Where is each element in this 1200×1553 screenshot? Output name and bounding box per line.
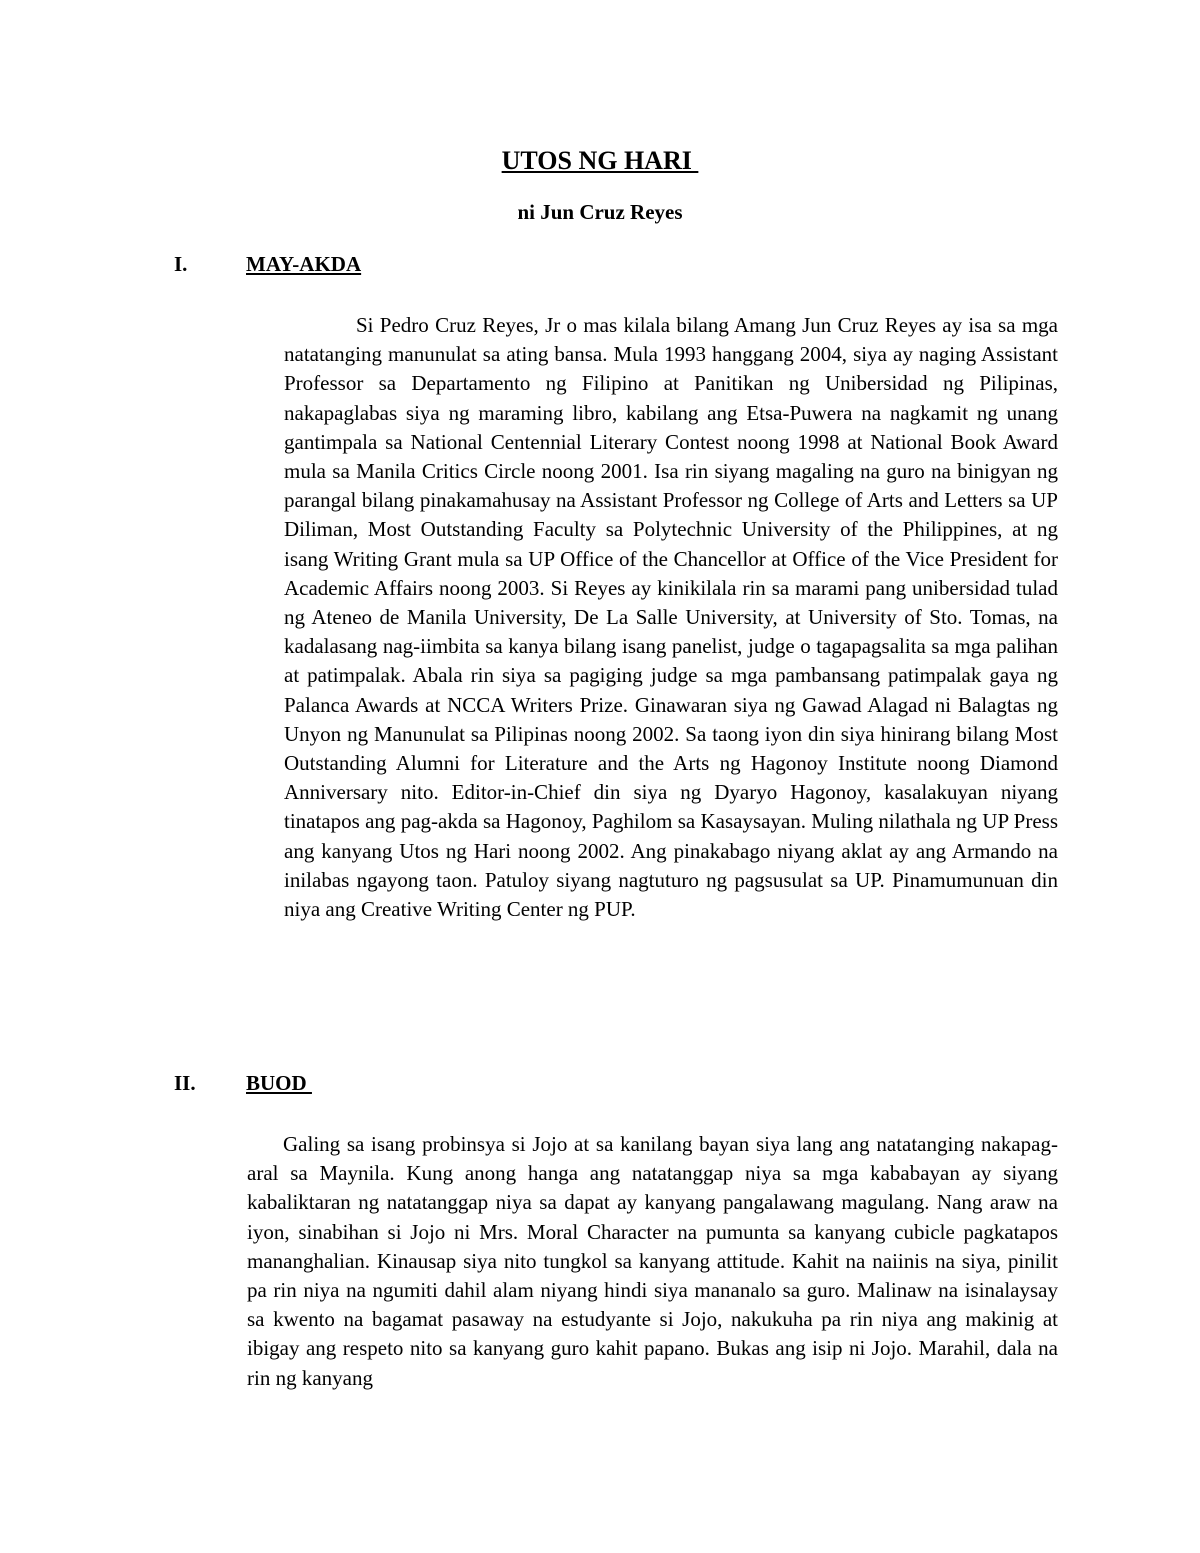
section-heading-may-akda — [174, 252, 361, 277]
section-title: MAY-AKDA — [246, 252, 362, 276]
section-number: II. — [174, 1071, 196, 1095]
section-number: I. — [174, 252, 188, 276]
section-paragraph-may-akda: Si Pedro Cruz Reyes, Jr o mas kilala bilang Amang Jun Cruz Reyes ay isa sa mga natatanging manunulat sa ating bansa. Mula 1993 hanggang 2004, siya ay naging Assistant Professor sa Departamento ng Filipino at Panitikan ng Unibersidad ng Pilipinas, nakapaglabas siya ng maraming libro, kabilang ang Etsa-Puwera na nagkamit ng unang gantimpala sa National Centennial Literary Contest noong 1998 at National Book Award mula sa Manila Critics Circle noong 2001. Isa rin siyang magaling na guro na binigyan ng parangal bilang pinakamahusay na Assistant Professor ng College of Arts and Letters sa UP Diliman, Most Outstanding Faculty sa Polytechnic University of the Philippines, at ng isang Writing Grant mula sa UP Office of the Chancellor at Office of the Vice President for Academic Affairs noong 2003. Si Reyes ay kinikilala rin sa marami pang unibersidad tulad ng Ateneo de Manila University, De La Salle University, at University of Sto. Tomas, na kadalasang nag-iimbita sa kanya bilang isang panelist, judge o tagapagsalita sa mga palihan at patimpalak. Abala rin siya sa pagiging judge sa mga pambansang patimpalak gaya ng Palanca Awards at NCCA Writers Prize. Ginawaran siya ng Gawad Alagad ni Balagtas ng Unyon ng Manunulat sa Pilipinas noong 2002. Sa taong iyon din siya hinirang bilang Most Outstanding Alumni for Literature and the Arts ng Hagonoy Institute noong Diamond Anniversary nito. Editor-in-Chief din siya ng Dyaryo Hagonoy, kasalakuyan niyang tinatapos ang pag-akda sa Hagonoy, Paghilom sa Kasaysayan. Muling nilathala ng UP Press ang kanyang Utos ng Hari noong 2002. Ang pinakabago niyang aklat ay ang Armando na inilabas ngayong taon. Patuloy siyang nagtuturo ng pagsusulat sa UP. Pinamumunuan din niya ang Creative Writing Center ng PUP. — [284, 313, 1058, 922]
section-paragraph-buod: Galing sa isang probinsya si Jojo at sa kanilang bayan siya lang ang natatanging nakapag-aral sa Maynila. Kung anong hanga ang natatanggap niya sa mga kababayan ay siyang kabaliktaran ng natatanggap niya sa dapat ay kanyang pangalawang magulang. Nang araw na iyon, sinabihan si Jojo ni Mrs. Moral Character na pumunta sa kanyang cubicle pagkatapos mananghalian. Kinausap siya nito tungkol sa kanyang attitude. Kahit na naiinis na siya, pinilit pa rin niya na ngumiti dahil alam niyang hindi siya mananalo sa guro. Malinaw na isinalaysay sa kwento na bagamat pasaway na estudyante si Jojo, nakukuha pa rin niya ang makinig at ibigay ang respeto nito sa kanyang guro kahit papano. Bukas ang isip ni Jojo. Marahil, dala na rin ng kanyang — [247, 1132, 1058, 1390]
section-heading-buod — [174, 1071, 312, 1096]
document-author: ni Jun Cruz Reyes — [517, 200, 683, 224]
section-title: BUOD — [246, 1071, 312, 1095]
document-title: UTOS NG HARI — [501, 146, 699, 175]
